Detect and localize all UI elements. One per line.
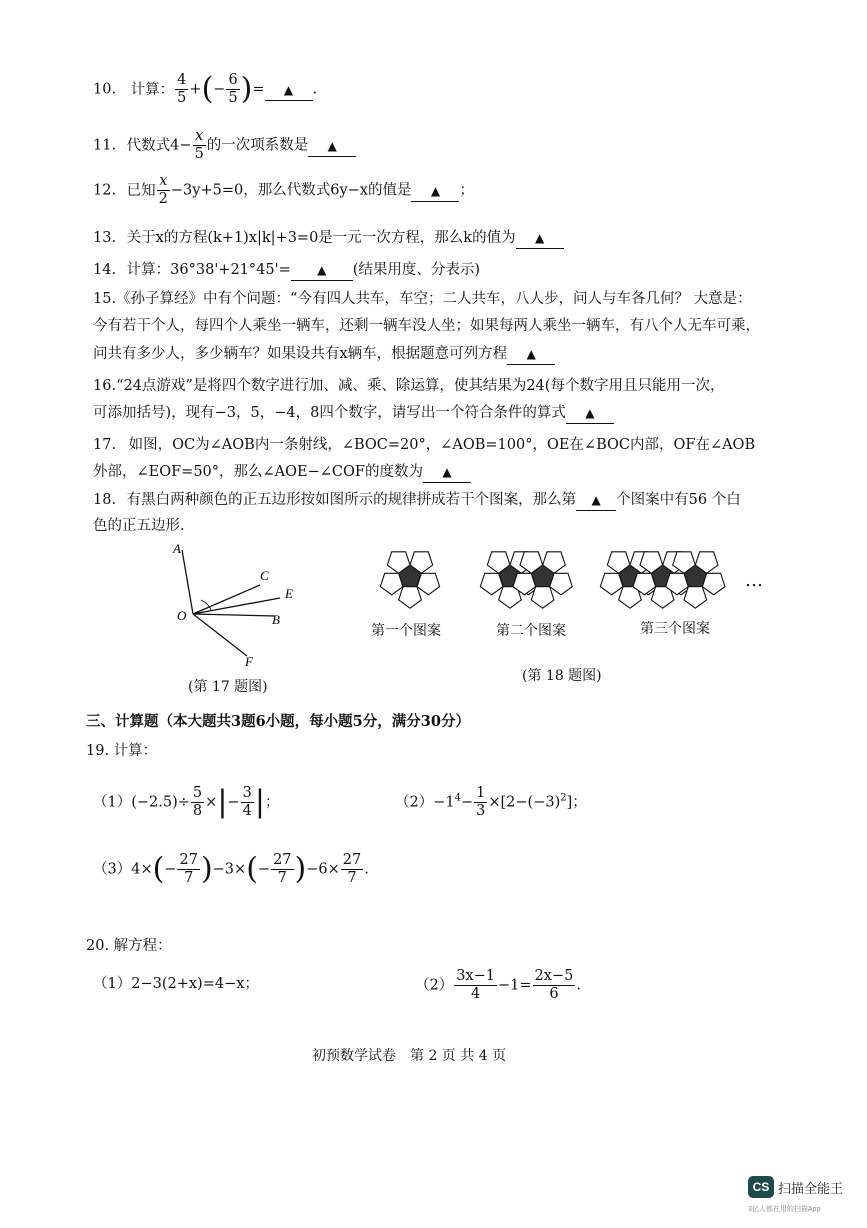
white-pentagon	[399, 587, 422, 609]
cs-logo-icon: CS	[748, 1176, 774, 1198]
question-10: 10. 计算： $\frac{4}{5}$ +(− $\frac{6}{5}$ )= ▲ .	[93, 71, 318, 107]
question-17-line-1: 17. 如图，OC为∠AOB内一条射线，∠BOC=20°，∠AOB=100°，OE在∠BOC内部，OF在∠AOB	[93, 437, 756, 453]
watermark-subtitle: 3亿人都在用的扫描App	[748, 1206, 821, 1213]
section-3-title: 三、计算题（本大题共3题6小题，每小题5分，满分30分）	[86, 713, 470, 730]
fraction: $\frac{5}{8}$	[192, 785, 203, 819]
fraction: $\frac{27}{7}$	[342, 852, 362, 886]
answer-blank[interactable]: ▲	[411, 181, 459, 202]
fraction: $\frac{3x-1}{4}$	[456, 968, 496, 1002]
answer-blank[interactable]: ▲	[576, 490, 616, 511]
question-18-line-2: 色的正五边形.	[93, 518, 185, 534]
question-18-line-1: 18. 有黑白两种颜色的正五边形按如图所示的规律拼成若干个图案，那么第 ▲ 个图案中有56 个白	[93, 490, 741, 511]
question-19-part-3: （3）4×(− $\frac{27}{7}$ )−3×(− $\frac{27}{7}$ )−6× $\frac{27}{7}$ .	[93, 851, 369, 887]
fraction: $\frac{27}{7}$	[273, 852, 292, 886]
answer-blank[interactable]: ▲	[507, 344, 555, 365]
white-pentagon	[684, 587, 707, 609]
ray-oc	[193, 585, 260, 614]
pattern-3-label: 第三个图案	[640, 621, 710, 637]
figure-17-caption: (第 17 题图)	[188, 679, 268, 695]
question-20-title: 20. 解方程：	[86, 938, 172, 954]
question-19-part-2: $(2)-1^4-$ $\frac{1}{3}$ $\times[2-(-3)^2]$；	[395, 785, 587, 819]
answer-blank[interactable]: ▲	[516, 228, 564, 249]
fraction: $\frac{x}{5}$	[194, 128, 204, 162]
question-13: 13. 关于x的方程(k+1)x|k|+3=0是一元一次方程，那么k的值为 ▲	[93, 228, 564, 249]
question-20-part-1: （1）2−3(2+x)=4−x；	[93, 976, 259, 992]
label-o: O	[177, 608, 187, 623]
scanner-watermark	[748, 1176, 860, 1222]
answer-blank[interactable]: ▲	[566, 403, 614, 424]
fraction: $\frac{6}{5}$	[228, 72, 238, 106]
label-e: E	[285, 586, 293, 601]
answer-blank[interactable]: ▲	[265, 80, 313, 101]
label-a: A	[173, 541, 181, 556]
pattern-continuation-dots: …	[745, 570, 763, 591]
fraction: $\frac{4}{5}$	[177, 72, 187, 106]
fraction: $\frac{x}{2}$	[158, 173, 168, 207]
question-16-line-1: 16.“24点游戏”是将四个数字进行加、减、乘、除运算，使其结果为24(每个数字用且只能用一次，	[93, 378, 725, 394]
watermark-name: 扫描全能王	[778, 1181, 844, 1196]
question-12: 12. 已知 $\frac{x}{2}$ −3y+5=0，那么代数式6y−x的值是 ▲ ；	[93, 173, 474, 207]
fraction: $\frac{1}{3}$	[476, 785, 486, 819]
fraction: $\frac{3}{4}$	[242, 785, 252, 819]
label-b: B	[272, 612, 280, 627]
question-15-line-3: 问共有多少人，多少辆车？如果设共有x辆车，根据题意可列方程 ▲	[93, 344, 555, 365]
answer-blank[interactable]: ▲	[291, 260, 353, 281]
figure-17-angle-diagram	[165, 540, 335, 670]
question-16-line-2: 可添加括号)，现有−3，5，−4，8四个数字，请写出一个符合条件的算式 ▲	[93, 403, 614, 424]
figure-18-caption: (第 18 题图)	[522, 668, 602, 684]
question-15-line-1: 15.《孙子算经》中有个问题：“今有四人共车，车空；二人共车，八人步，问人与车各几何？ 大意是：	[93, 291, 752, 307]
ray-ob	[193, 614, 275, 616]
white-pentagon	[531, 587, 554, 609]
pattern-1-label: 第一个图案	[371, 623, 441, 639]
question-19-title: 19. 计算：	[86, 743, 158, 759]
question-19-part-1: （1）(−2.5)÷ $\frac{5}{8}$ ×|− $\frac{3}{4}$ |；	[93, 784, 280, 820]
figure-18-pentagon-patterns	[370, 545, 770, 615]
question-14: 14. 计算：36°38'+21°45'= ▲ (结果用度、分表示)	[93, 260, 480, 281]
fraction: $\frac{2x-5}{6}$	[534, 968, 574, 1002]
pattern-2-label: 第二个图案	[496, 623, 566, 639]
question-20-part-2: （2） $\frac{3x-1}{4}$ −1= $\frac{2x-5}{6}$ .	[415, 968, 581, 1002]
answer-blank[interactable]: ▲	[423, 462, 471, 483]
question-11: 11. 代数式4− $\frac{x}{5}$ 的一次项系数是 ▲	[93, 128, 356, 163]
ray-oe	[193, 598, 280, 614]
label-f: F	[245, 654, 253, 669]
question-15-line-2: 今有若干个人，每四个人乘坐一辆车，还剩一辆车没人坐；如果每两人乘坐一辆车，有八个人无车可乘，	[93, 318, 760, 334]
answer-blank[interactable]: ▲	[308, 136, 356, 157]
fraction: $\frac{27}{7}$	[179, 852, 198, 886]
label-c: C	[260, 568, 269, 583]
question-17-line-2: 外部，∠EOF=50°，那么∠AOE−∠COF的度数为 ▲	[93, 462, 471, 483]
page-footer: 初预数学试卷 第 2 页 共 4 页	[312, 1048, 507, 1064]
ray-of	[193, 614, 247, 656]
ray-oa	[182, 550, 193, 614]
